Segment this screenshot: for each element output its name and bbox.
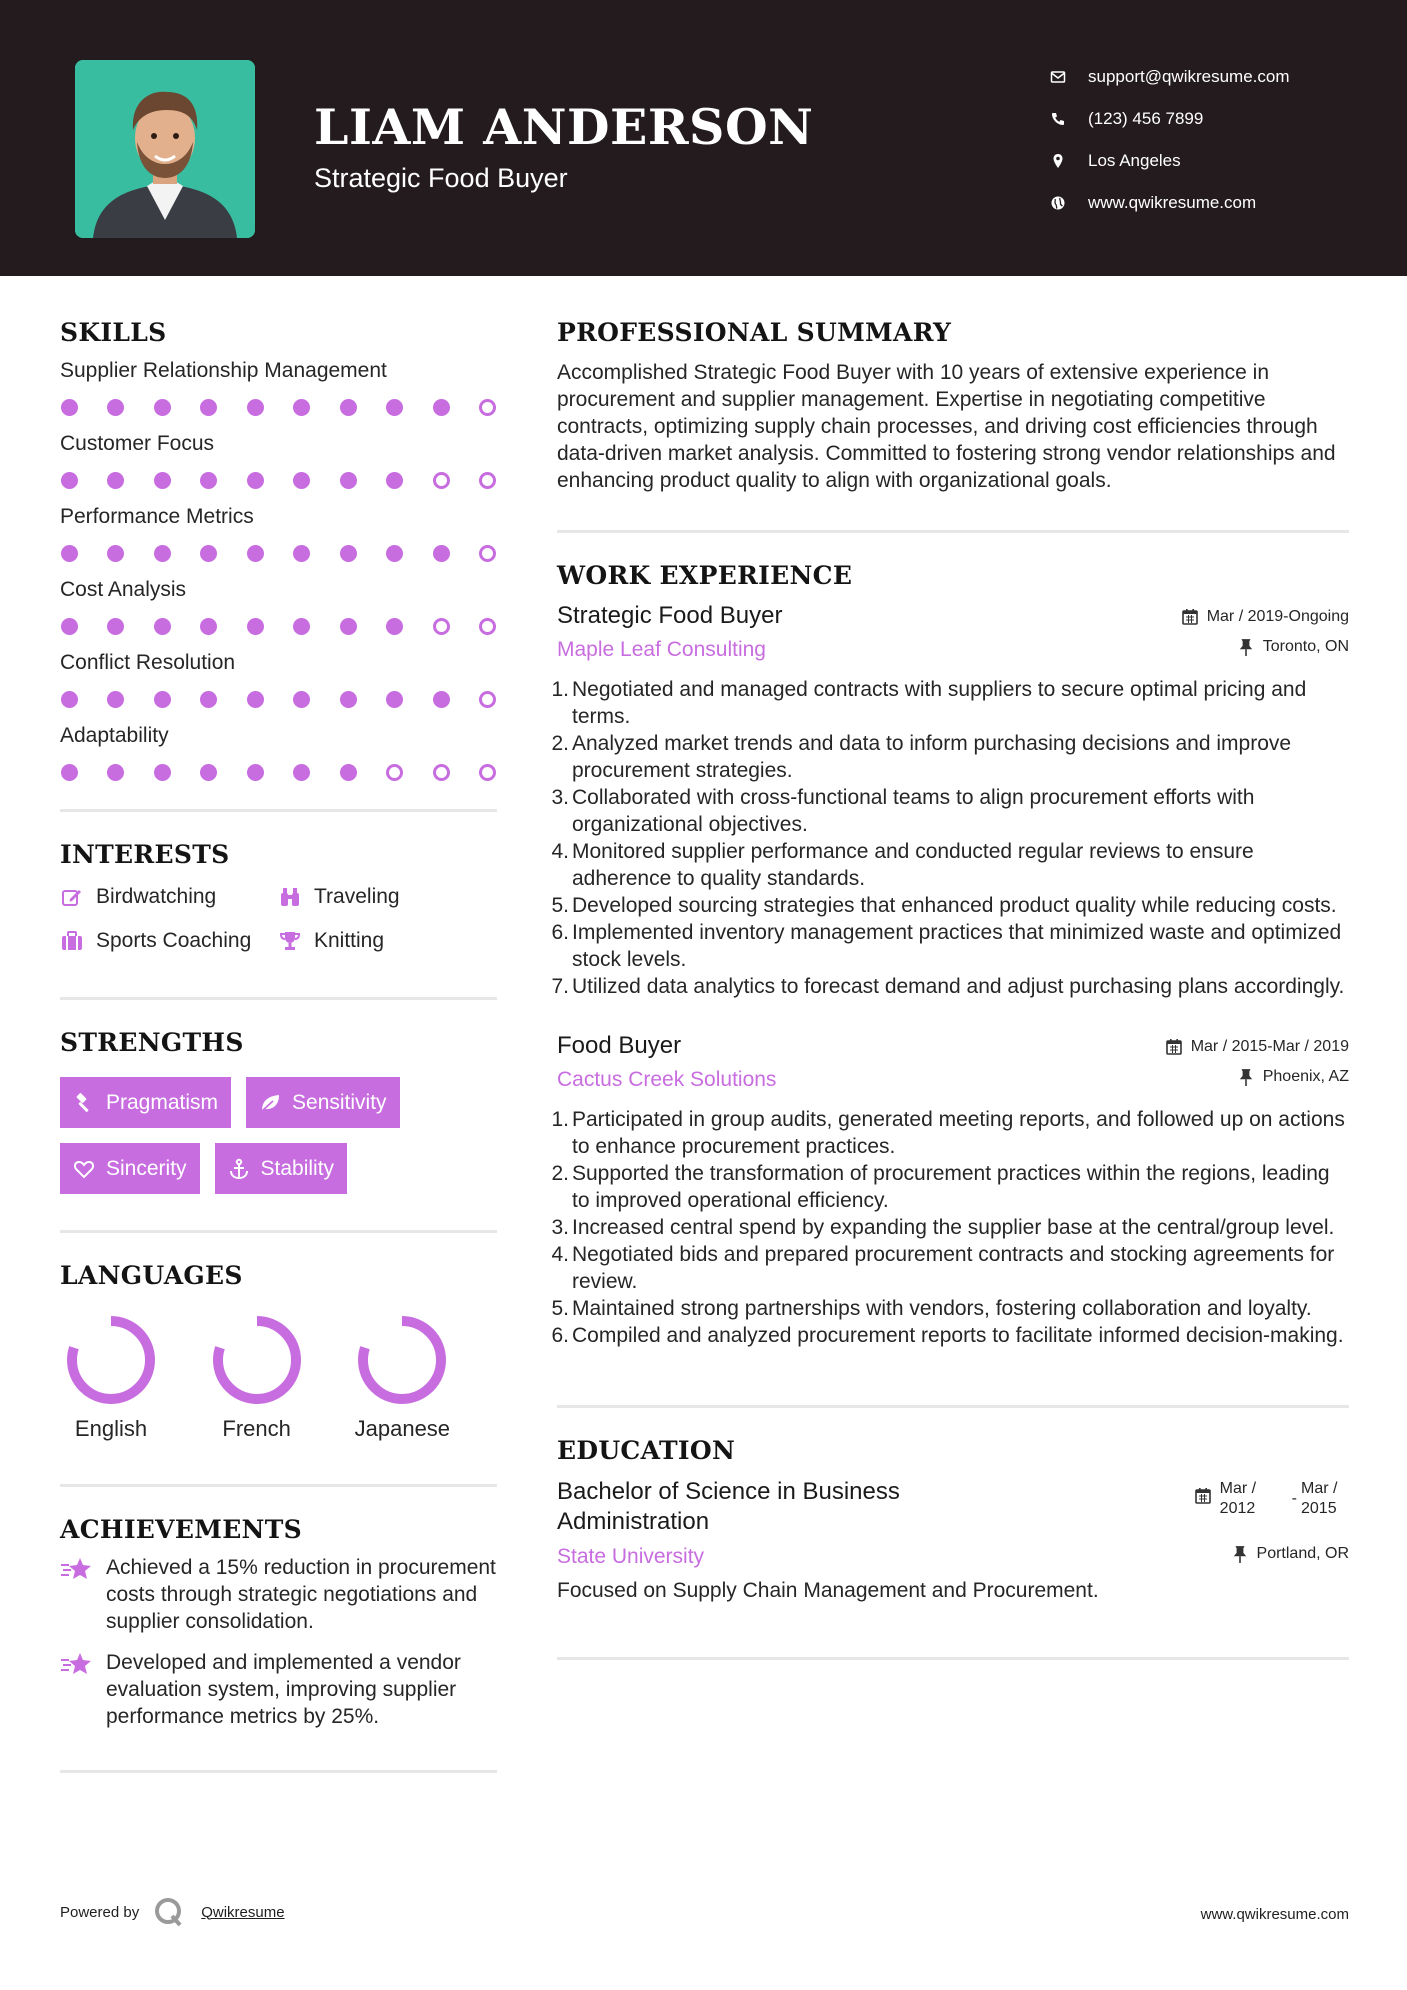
strength-tag bbox=[60, 1077, 231, 1128]
contact-phone[interactable] bbox=[1050, 98, 1380, 140]
job-title: Strategic Food Buyer bbox=[557, 602, 783, 629]
rating-dot-filled bbox=[154, 618, 171, 635]
pushpin-icon bbox=[1237, 1068, 1255, 1086]
bullet-text: Utilized data analytics to forecast demand and adjust purchasing plans accordingly. bbox=[572, 975, 1345, 998]
achievements-heading: ACHIEVEMENTS bbox=[60, 1515, 302, 1544]
strength-tag bbox=[215, 1143, 348, 1194]
language-proficiency-ring bbox=[211, 1314, 303, 1406]
achievement-item bbox=[60, 1649, 497, 1730]
summary-section bbox=[557, 318, 1349, 494]
strength-label: Stability bbox=[260, 1156, 335, 1180]
strength-tag bbox=[60, 1143, 200, 1194]
rating-dot-filled bbox=[386, 618, 403, 635]
map-marker-icon bbox=[1050, 153, 1066, 169]
contact-location bbox=[1050, 140, 1380, 182]
rating-dot-filled bbox=[107, 399, 124, 416]
job-bullet bbox=[551, 892, 1349, 919]
rating-dot-empty bbox=[479, 399, 496, 416]
rating-dot-filled bbox=[154, 399, 171, 416]
job-bullet bbox=[551, 730, 1349, 784]
skill-name: Adaptability bbox=[60, 724, 169, 747]
skill-item bbox=[60, 576, 497, 636]
rating-dot-filled bbox=[293, 618, 310, 635]
rating-dot-filled bbox=[247, 545, 264, 562]
education-header bbox=[557, 1477, 1349, 1569]
language-name: French bbox=[222, 1416, 291, 1441]
skills-list bbox=[60, 357, 497, 782]
rating-dot-filled bbox=[340, 545, 357, 562]
rating-dot-filled bbox=[154, 691, 171, 708]
section-divider bbox=[60, 997, 497, 1000]
achievements-section bbox=[60, 1515, 497, 1730]
section-divider bbox=[557, 530, 1349, 533]
job-header bbox=[557, 602, 1349, 662]
experience-heading: WORK EXPERIENCE bbox=[557, 561, 853, 590]
rating-dot-filled bbox=[247, 691, 264, 708]
bullet-text: Compiled and analyzed procurement reports to facilitate informed decision-making. bbox=[572, 1324, 1344, 1347]
summary-heading: PROFESSIONAL SUMMARY bbox=[557, 318, 952, 347]
binoculars-icon bbox=[278, 885, 302, 909]
bullet-text: Negotiated bids and prepared procurement contracts and stocking agreements for review. bbox=[572, 1243, 1335, 1293]
company-name: Cactus Creek Solutions bbox=[557, 1068, 777, 1091]
languages-heading: LANGUAGES bbox=[60, 1261, 243, 1290]
rating-dot-filled bbox=[200, 691, 217, 708]
bullet-text: Monitored supplier performance and conducted regular reviews to ensure adherence to quality standards. bbox=[572, 840, 1254, 890]
education-dates bbox=[1194, 1479, 1349, 1519]
strength-label: Pragmatism bbox=[106, 1090, 219, 1114]
language-name: English bbox=[74, 1416, 148, 1441]
rating-dot-filled bbox=[154, 472, 171, 489]
bullet-number: 3. bbox=[551, 786, 569, 809]
candidate-title: Strategic Food Buyer bbox=[314, 163, 568, 193]
skills-section bbox=[60, 318, 497, 782]
rating-dot-filled bbox=[107, 472, 124, 489]
skill-rating bbox=[60, 397, 497, 417]
rating-dot-empty bbox=[386, 764, 403, 781]
rating-dot-filled bbox=[200, 399, 217, 416]
interest-item bbox=[278, 927, 488, 955]
rating-dot-filled bbox=[200, 618, 217, 635]
rating-dot-empty bbox=[479, 764, 496, 781]
rating-dot-filled bbox=[433, 545, 450, 562]
rating-dot-filled bbox=[200, 472, 217, 489]
strength-label: Sensitivity bbox=[292, 1090, 387, 1114]
left-column bbox=[60, 318, 497, 1773]
calendar-icon bbox=[1165, 1038, 1183, 1056]
achievement-text: Achieved a 15% reduction in procurement costs through strategic negotiations and supplier consolidation. bbox=[106, 1556, 496, 1633]
skill-item bbox=[60, 430, 497, 490]
globe-icon bbox=[1050, 195, 1066, 211]
rating-dot-filled bbox=[247, 618, 264, 635]
qwikresume-link[interactable]: Qwikresume bbox=[201, 1903, 285, 1921]
skill-name: Performance Metrics bbox=[60, 505, 254, 528]
language-item bbox=[60, 1314, 206, 1442]
bullet-text: Analyzed market trends and data to inform purchasing decisions and improve procurement strategies. bbox=[572, 732, 1292, 782]
job-dates-text: Mar / 2015-Mar / 2019 bbox=[1190, 1038, 1349, 1055]
section-divider bbox=[60, 1770, 497, 1773]
anchor-icon bbox=[227, 1157, 251, 1181]
company-name: Maple Leaf Consulting bbox=[557, 638, 766, 661]
bullet-number: 3. bbox=[551, 1216, 569, 1239]
bullet-text: Increased central spend by expanding the supplier base at the central/group level. bbox=[572, 1216, 1335, 1239]
bullet-text: Maintained strong partnerships with vendors, fostering collaboration and loyalty. bbox=[572, 1297, 1312, 1320]
rating-dot-empty bbox=[433, 764, 450, 781]
bullet-number: 5. bbox=[551, 1297, 569, 1320]
interest-label: Knitting bbox=[314, 929, 385, 952]
skill-name: Conflict Resolution bbox=[60, 651, 236, 674]
job-location bbox=[1165, 1068, 1349, 1086]
strength-tag bbox=[246, 1077, 400, 1128]
rating-dot-filled bbox=[340, 618, 357, 635]
profile-photo bbox=[75, 60, 255, 238]
strengths-section bbox=[60, 1028, 497, 1194]
heart-icon bbox=[72, 1157, 96, 1181]
interest-item bbox=[278, 883, 488, 911]
bullet-number: 1. bbox=[551, 1108, 569, 1131]
interest-label: Traveling bbox=[314, 885, 400, 908]
education-dash: - bbox=[1291, 1490, 1297, 1507]
rating-dot-filled bbox=[61, 472, 78, 489]
skill-item bbox=[60, 649, 497, 709]
rating-dot-filled bbox=[433, 399, 450, 416]
bullet-text: Supported the transformation of procurement practices within the regions, leading to improved operational efficiency. bbox=[572, 1162, 1330, 1212]
rating-dot-filled bbox=[386, 399, 403, 416]
bullet-text: Developed sourcing strategies that enhanced product quality while reducing costs. bbox=[572, 894, 1337, 917]
job-bullet bbox=[551, 1214, 1349, 1241]
school-name: State University bbox=[557, 1545, 705, 1568]
skill-item bbox=[60, 722, 497, 782]
candidate-name: LIAM ANDERSON bbox=[314, 98, 814, 156]
skill-name: Cost Analysis bbox=[60, 578, 187, 601]
skill-name: Customer Focus bbox=[60, 432, 215, 455]
rating-dot-filled bbox=[154, 545, 171, 562]
rating-dot-filled bbox=[200, 764, 217, 781]
skill-rating bbox=[60, 470, 497, 490]
language-item bbox=[206, 1314, 352, 1442]
pushpin-icon bbox=[1231, 1545, 1249, 1563]
education-start: Mar / 2012 bbox=[1219, 1480, 1257, 1517]
language-item bbox=[351, 1314, 497, 1442]
bullet-number: 6. bbox=[551, 921, 569, 944]
calendar-icon bbox=[1194, 1487, 1212, 1505]
rating-dot-empty bbox=[479, 472, 496, 489]
shooting-star-icon bbox=[60, 1649, 94, 1677]
section-divider bbox=[557, 1405, 1349, 1408]
rating-dot-filled bbox=[433, 691, 450, 708]
bullet-number: 6. bbox=[551, 1324, 569, 1347]
bullet-text: Negotiated and managed contracts with suppliers to secure optimal pricing and terms. bbox=[572, 678, 1307, 728]
bullet-text: Collaborated with cross-functional teams to align procurement efforts with organizational objectives. bbox=[572, 786, 1255, 836]
rating-dot-filled bbox=[386, 545, 403, 562]
rating-dot-filled bbox=[340, 399, 357, 416]
contact-location-text: Los Angeles bbox=[1088, 151, 1181, 170]
rating-dot-empty bbox=[479, 691, 496, 708]
contact-list bbox=[1050, 56, 1380, 224]
footer-powered-by bbox=[60, 1896, 285, 1928]
rating-dot-filled bbox=[293, 472, 310, 489]
job-bullet bbox=[551, 1241, 1349, 1295]
profile-photo-image bbox=[75, 60, 255, 238]
job-title: Food Buyer bbox=[557, 1032, 682, 1059]
briefcase-icon bbox=[60, 929, 84, 953]
job-location-text: Phoenix, AZ bbox=[1262, 1068, 1349, 1085]
rating-dot-filled bbox=[247, 399, 264, 416]
rating-dot-empty bbox=[479, 618, 496, 635]
languages-list bbox=[60, 1314, 497, 1442]
education-location bbox=[1194, 1545, 1349, 1563]
powered-by-text: Powered by bbox=[60, 1903, 140, 1921]
interests-heading: INTERESTS bbox=[60, 840, 230, 869]
language-name: Japanese bbox=[354, 1416, 451, 1441]
job-bullet bbox=[551, 1106, 1349, 1160]
interests-section bbox=[60, 840, 497, 955]
education-heading: EDUCATION bbox=[557, 1436, 736, 1465]
rating-dot-filled bbox=[200, 545, 217, 562]
envelope-icon bbox=[1050, 69, 1066, 85]
job-dates bbox=[1165, 1038, 1349, 1056]
rating-dot-filled bbox=[340, 691, 357, 708]
job-bullet bbox=[551, 973, 1349, 1000]
experience-section bbox=[551, 561, 1349, 1349]
resume-header bbox=[0, 0, 1407, 276]
education-description: Focused on Supply Chain Management and Procurement. bbox=[557, 1579, 1099, 1602]
contact-phone-text: (123) 456 7899 bbox=[1088, 109, 1204, 128]
job-bullet bbox=[551, 919, 1349, 973]
rating-dot-filled bbox=[293, 764, 310, 781]
bullet-text: Implemented inventory management practices that minimized waste and optimized stock levels. bbox=[572, 921, 1342, 971]
section-divider bbox=[60, 1230, 497, 1233]
skill-name: Supplier Relationship Management bbox=[60, 359, 387, 382]
skill-rating bbox=[60, 543, 497, 563]
rating-dot-filled bbox=[340, 472, 357, 489]
job-bullet bbox=[551, 838, 1349, 892]
skill-rating bbox=[60, 616, 497, 636]
bullet-number: 4. bbox=[551, 840, 569, 863]
language-proficiency-ring bbox=[65, 1314, 157, 1406]
job-location-text: Toronto, ON bbox=[1262, 638, 1349, 655]
interest-label: Birdwatching bbox=[96, 885, 217, 908]
contact-email-text: support@qwikresume.com bbox=[1088, 67, 1290, 86]
education-section bbox=[557, 1436, 1349, 1603]
achievement-text: Developed and implemented a vendor evaluation system, improving supplier performance metrics by 25%. bbox=[106, 1651, 461, 1728]
interests-list bbox=[60, 883, 497, 955]
qwikresume-logo-icon bbox=[153, 1896, 185, 1928]
rating-dot-filled bbox=[61, 545, 78, 562]
job-bullet bbox=[551, 676, 1349, 730]
rating-dot-empty bbox=[433, 618, 450, 635]
bullet-number: 2. bbox=[551, 732, 569, 755]
rating-dot-filled bbox=[247, 764, 264, 781]
rating-dot-filled bbox=[386, 691, 403, 708]
language-ring-arc bbox=[218, 1321, 296, 1399]
rating-dot-filled bbox=[61, 691, 78, 708]
skill-rating bbox=[60, 689, 497, 709]
job-entry bbox=[551, 602, 1349, 1000]
summary-text: Accomplished Strategic Food Buyer with 10 years of extensive experience in procurement and supplier management. Expertise in negotiating competitive contracts, optimizing supply chain processes, and driving cost efficiencies through data-driven market analysis. Committed to fostering strong vendor relationships and enhancing product quality to align with organizational goals. bbox=[557, 361, 1336, 492]
job-bullets bbox=[551, 676, 1349, 1000]
rating-dot-filled bbox=[61, 764, 78, 781]
rating-dot-filled bbox=[247, 472, 264, 489]
job-dates bbox=[1181, 608, 1349, 626]
rating-dot-filled bbox=[107, 618, 124, 635]
bullet-number: 1. bbox=[551, 678, 569, 701]
phone-icon bbox=[1050, 111, 1066, 127]
job-bullet bbox=[551, 1160, 1349, 1214]
pencil-square-icon bbox=[60, 885, 84, 909]
job-bullet bbox=[551, 1295, 1349, 1322]
calendar-icon bbox=[1181, 608, 1199, 626]
strengths-tags bbox=[60, 1077, 497, 1194]
interest-item bbox=[60, 883, 278, 911]
job-bullet bbox=[551, 784, 1349, 838]
strength-label: Sincerity bbox=[106, 1156, 187, 1180]
rating-dot-empty bbox=[479, 545, 496, 562]
leaf-icon bbox=[258, 1091, 282, 1115]
rating-dot-filled bbox=[154, 764, 171, 781]
rating-dot-filled bbox=[293, 399, 310, 416]
skill-rating bbox=[60, 762, 497, 782]
bullet-number: 4. bbox=[551, 1243, 569, 1266]
pushpin-icon bbox=[1237, 638, 1255, 656]
trophy-icon bbox=[278, 929, 302, 953]
job-header bbox=[557, 1032, 1349, 1092]
job-entry bbox=[551, 1032, 1349, 1349]
contact-website-text: www.qwikresume.com bbox=[1088, 193, 1257, 212]
interest-item bbox=[60, 927, 278, 955]
language-proficiency-ring bbox=[356, 1314, 448, 1406]
gavel-icon bbox=[72, 1091, 96, 1115]
rating-dot-filled bbox=[61, 618, 78, 635]
language-ring-arc bbox=[72, 1321, 150, 1399]
bullet-number: 5. bbox=[551, 894, 569, 917]
rating-dot-filled bbox=[107, 545, 124, 562]
bullet-text: Participated in group audits, generated meeting reports, and followed up on actions to enhance procurement practices. bbox=[572, 1108, 1345, 1158]
shooting-star-icon bbox=[60, 1554, 94, 1582]
skill-item bbox=[60, 357, 497, 417]
section-divider bbox=[60, 809, 497, 812]
job-bullet bbox=[551, 1322, 1349, 1349]
contact-website[interactable] bbox=[1050, 182, 1380, 224]
rating-dot-empty bbox=[433, 472, 450, 489]
rating-dot-filled bbox=[340, 764, 357, 781]
job-location bbox=[1181, 638, 1349, 656]
rating-dot-filled bbox=[293, 691, 310, 708]
section-divider bbox=[60, 1484, 497, 1487]
education-location-text: Portland, OR bbox=[1256, 1545, 1349, 1562]
skills-heading: SKILLS bbox=[60, 318, 167, 347]
footer-url[interactable]: www.qwikresume.com bbox=[1200, 1906, 1349, 1923]
job-dates-text: Mar / 2019-Ongoing bbox=[1206, 608, 1349, 625]
contact-email[interactable] bbox=[1050, 56, 1380, 98]
right-column bbox=[551, 318, 1349, 1660]
rating-dot-filled bbox=[386, 472, 403, 489]
achievement-item bbox=[60, 1554, 497, 1635]
rating-dot-filled bbox=[61, 399, 78, 416]
strengths-heading: STRENGTHS bbox=[60, 1028, 244, 1057]
languages-section bbox=[60, 1261, 497, 1442]
interest-label: Sports Coaching bbox=[96, 929, 252, 952]
rating-dot-filled bbox=[107, 764, 124, 781]
skill-item bbox=[60, 503, 497, 563]
degree-name: Bachelor of Science in Business Administration bbox=[557, 1478, 900, 1535]
section-divider bbox=[557, 1657, 1349, 1660]
education-end: Mar / 2015 bbox=[1301, 1480, 1338, 1517]
job-bullets bbox=[551, 1106, 1349, 1349]
bullet-number: 7. bbox=[551, 975, 569, 998]
rating-dot-filled bbox=[107, 691, 124, 708]
bullet-number: 2. bbox=[551, 1162, 569, 1185]
rating-dot-filled bbox=[293, 545, 310, 562]
language-ring-arc bbox=[363, 1321, 441, 1399]
